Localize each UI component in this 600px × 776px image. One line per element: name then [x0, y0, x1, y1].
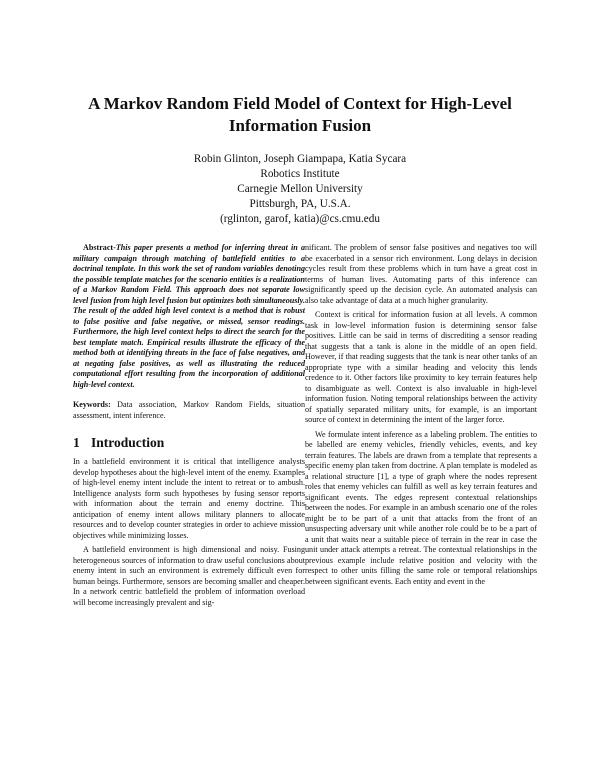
section-heading: [73, 434, 305, 452]
abstract-lead: Abstract-: [83, 243, 116, 252]
affiliation-location: Pittsburgh, PA, U.S.A.: [249, 198, 351, 210]
affiliation-institute: Robotics Institute: [260, 168, 340, 180]
title-line-2: Information Fusion: [228, 116, 372, 135]
intro-paragraph-3: nificant. The problem of sensor false positives and negatives too will be exacerbated in a sensor rich environment. Long delays in decision cycles result from these problems which in turn have a great cost in terms of human lives. Automating parts of this inference can significantly speed up the decision cycle. An automated analysis can also take advantage of data at a much higher granularity.: [305, 243, 537, 305]
keywords-text: Data association, Markov Random Fields, situation assessment, intent inference.: [73, 400, 305, 420]
affiliation-university: Carnegie Mellon University: [237, 183, 363, 195]
section-title: Introduction: [91, 435, 165, 451]
abstract: [73, 243, 305, 390]
intro-paragraph-1: In a battlefield environment it is critical that intelligence analysts develop hypotheses about the high-level intent of the enemy. Examples of high-level enemy intent include the intent to retreat or to ambush. Intelligence analysts form such hypotheses by fusing sensor reports with information about the terrain and enemy doctrine. This anticipation of enemy intent allows military planners to allocate resources and to develop counter strategies in order to achieve mission objectives while minimizing losses.: [73, 457, 305, 540]
intro-paragraph-5: We formulate intent inference as a labeling problem. The entities to be labelled are enemy vehicles, friendly vehicles, events, and key terrain features. The labels are drawn from a template that represents a specific enemy plan taken from doctrine. A plan template is modeled as a relational structure [1], a type of graph where the nodes represent roles that enemy vehicles can fulfill as well as key terrain features and significant events. The edges represent contextual relationships between the nodes. For example in an ambush scenario one of the roles might be to be part of a unit that attacks from the front of an unsuspecting adversary unit while another role could be to be a part of a unit that waits near a suitable piece of terrain in the rear in case the unit under attack attempts a retreat. The contextual relationships in the previous example include relative position and velocity with the respect to other units filling the same role or temporal relationships between significant events. Each entity and event in the: [305, 429, 537, 586]
right-column: [305, 243, 537, 588]
keywords-lead: Keywords:: [73, 400, 111, 410]
author-names: Robin Glinton, Joseph Giampapa, Katia Sycara: [193, 153, 407, 165]
intro-paragraph-4: Context is critical for information fusion at all levels. A common task in low-level information fusion is determining sensor false positives. Little can be said in terms of discrediting a sensor reading that suggests that a tank is alone in the middle of an open field. However, if that reading suggests that the tank is near other tanks of an appropriate type with a similar heading and velocity this lends credence to it. Other factors like proximity to key terrain features help to disambiguate as well. Context is also invaluable in high-level information fusion. Noting temporal relationships between the activity of spatially separated military units, for example, is an important source of context in determining the intent of the larger force.: [305, 310, 537, 425]
title-line-1: A Markov Random Field Model of Context for High-Level: [88, 94, 512, 113]
author-emails: (rglinton, garof, katia)@cs.cmu.edu: [220, 213, 380, 225]
left-column: [73, 243, 305, 608]
author-block: [80, 152, 520, 227]
intro-paragraph-2: A battlefield environment is high dimensional and noisy. Fusing heterogeneous sources of information to draw useful conclusions about enemy intent in such an environment is extremely difficult even for human beings. Furthermore, sensors are becoming smaller and cheaper. In a network centric battlefield the problem of information overload will become increasingly prevalent and sig-: [73, 545, 305, 607]
section-number: 1: [73, 435, 80, 451]
paper-title: [40, 93, 560, 137]
abstract-text: This paper presents a method for inferring threat in a military campaign through matching of battlefield entities to a doctrinal template. In this work the set of random variables denoting the possible template matches for the scenario entities is a realization of a Markov Random Field. This approach does not separate low level fusion from high level fusion but optimizes both simultaneously. The result of the added high level context is a method that is robust to false positive and false negative, or missed, sensor readings. Furthermore, the high level context helps to direct the search for the best template match. Empirical results illustrate the efficacy of the method both at identifying threats in the face of false negatives, and at negating false positives, as well as illustrating the reduced computational effort resulting from the incorporation of additional high-level context.: [73, 243, 305, 389]
keywords: [73, 400, 305, 421]
